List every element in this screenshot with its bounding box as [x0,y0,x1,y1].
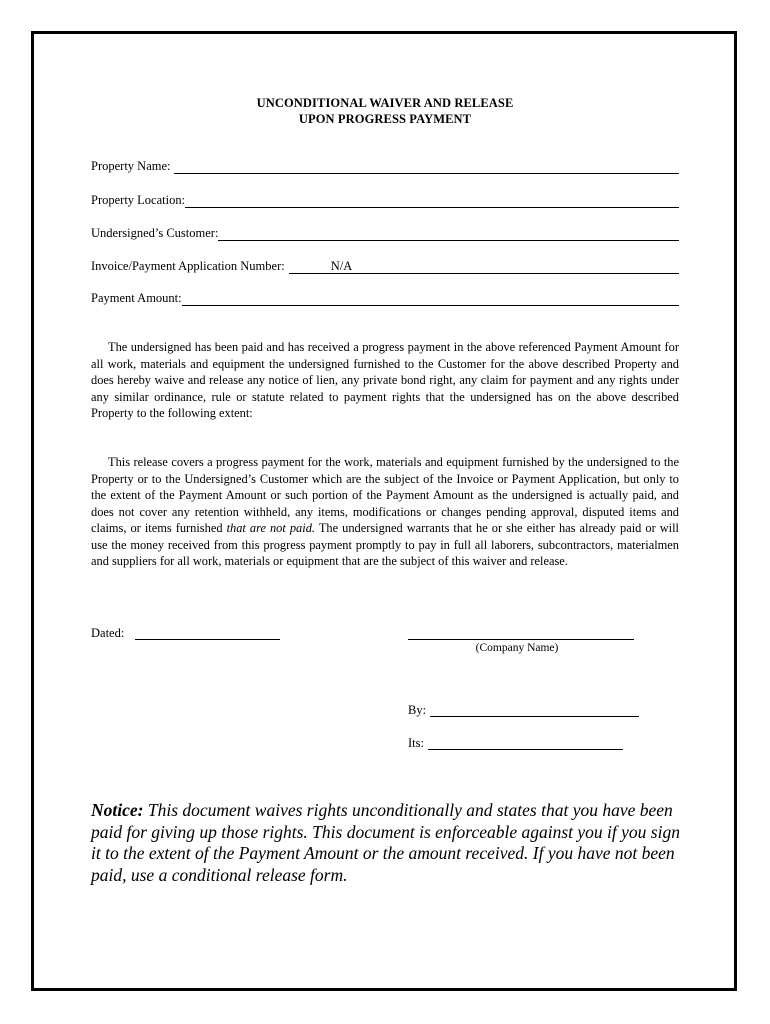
payment-amount-label: Payment Amount: [91,291,182,305]
property-name-label: Property Name: [91,159,171,173]
notice-statement [91,800,691,886]
release-coverage-text-2: The undersigned warrants that he or she either has already paid or will use the money received from this progress payment promptly to pay in full all laborers, subcontractors, materialmen and suppliers for all work, materials or equipment that are the subject of this waiver and release. [91,521,680,568]
invoice-number-input-line[interactable] [289,260,679,274]
property-location-field[interactable] [91,192,679,208]
property-location-label: Property Location: [91,193,186,207]
property-name-field[interactable] [91,158,679,174]
property-location-input-line[interactable] [185,194,679,208]
invoice-number-field[interactable] [91,258,679,274]
customer-label: Undersigned’s Customer: [91,226,219,240]
by-label: By: [408,703,427,717]
document-title-line2: UPON PROGRESS PAYMENT [298,112,472,126]
invoice-number-value: N/A [330,259,353,273]
its-label: Its: [408,736,424,750]
release-coverage-paragraph [91,454,679,570]
company-name-input-line[interactable] [408,626,634,640]
its-input-line[interactable] [428,736,623,750]
release-coverage-text-1: This release covers a progress payment for the work, materials and equipment furnished by the undersigned to the Property or to the Undersigned’s Customer which are the subject of the Invoice or Payment Application, but only to the extent of the Payment Amount or such portion of the Payment Amount as the undersigned is actually paid, and does not cover any retention withheld, any items, modifications or changes pending approval, disputed items and claims, or items furnished [91,455,679,535]
invoice-number-label: Invoice/Payment Application Number: [91,259,285,273]
notice-text: This document waives rights unconditionally and states that you have been paid for giving up those rights. This document is enforceable against you if you sign it to the extent of the Payment Amount or the amount received. If you have not been paid, use a conditional release form. [91,800,680,885]
waiver-paragraph: The undersigned has been paid and has received a progress payment in the above referenced Payment Amount for all work, materials and equipment the undersigned furnished to the Customer for the above described Property and does hereby waive and release any notice of lien, any private bond right, any claim for payment and any rights under any similar ordinance, rule or statute related to payment rights that the undersigned has on the above described Property to the following extent: [91,340,679,420]
by-input-line[interactable] [430,703,639,717]
notice-label: Notice: [91,800,144,820]
property-name-input-line[interactable] [174,160,680,174]
payment-amount-field[interactable] [91,290,679,306]
dated-label: Dated: [91,626,125,640]
dated-input-line[interactable] [135,626,280,640]
customer-input-line[interactable] [218,227,679,241]
payment-amount-input-line[interactable] [182,292,679,306]
release-coverage-italic: that are not paid. [226,521,315,535]
customer-field[interactable] [91,225,679,241]
document-title-line1: UNCONDITIONAL WAIVER AND RELEASE [256,96,514,110]
company-name-caption: (Company Name) [475,642,559,654]
